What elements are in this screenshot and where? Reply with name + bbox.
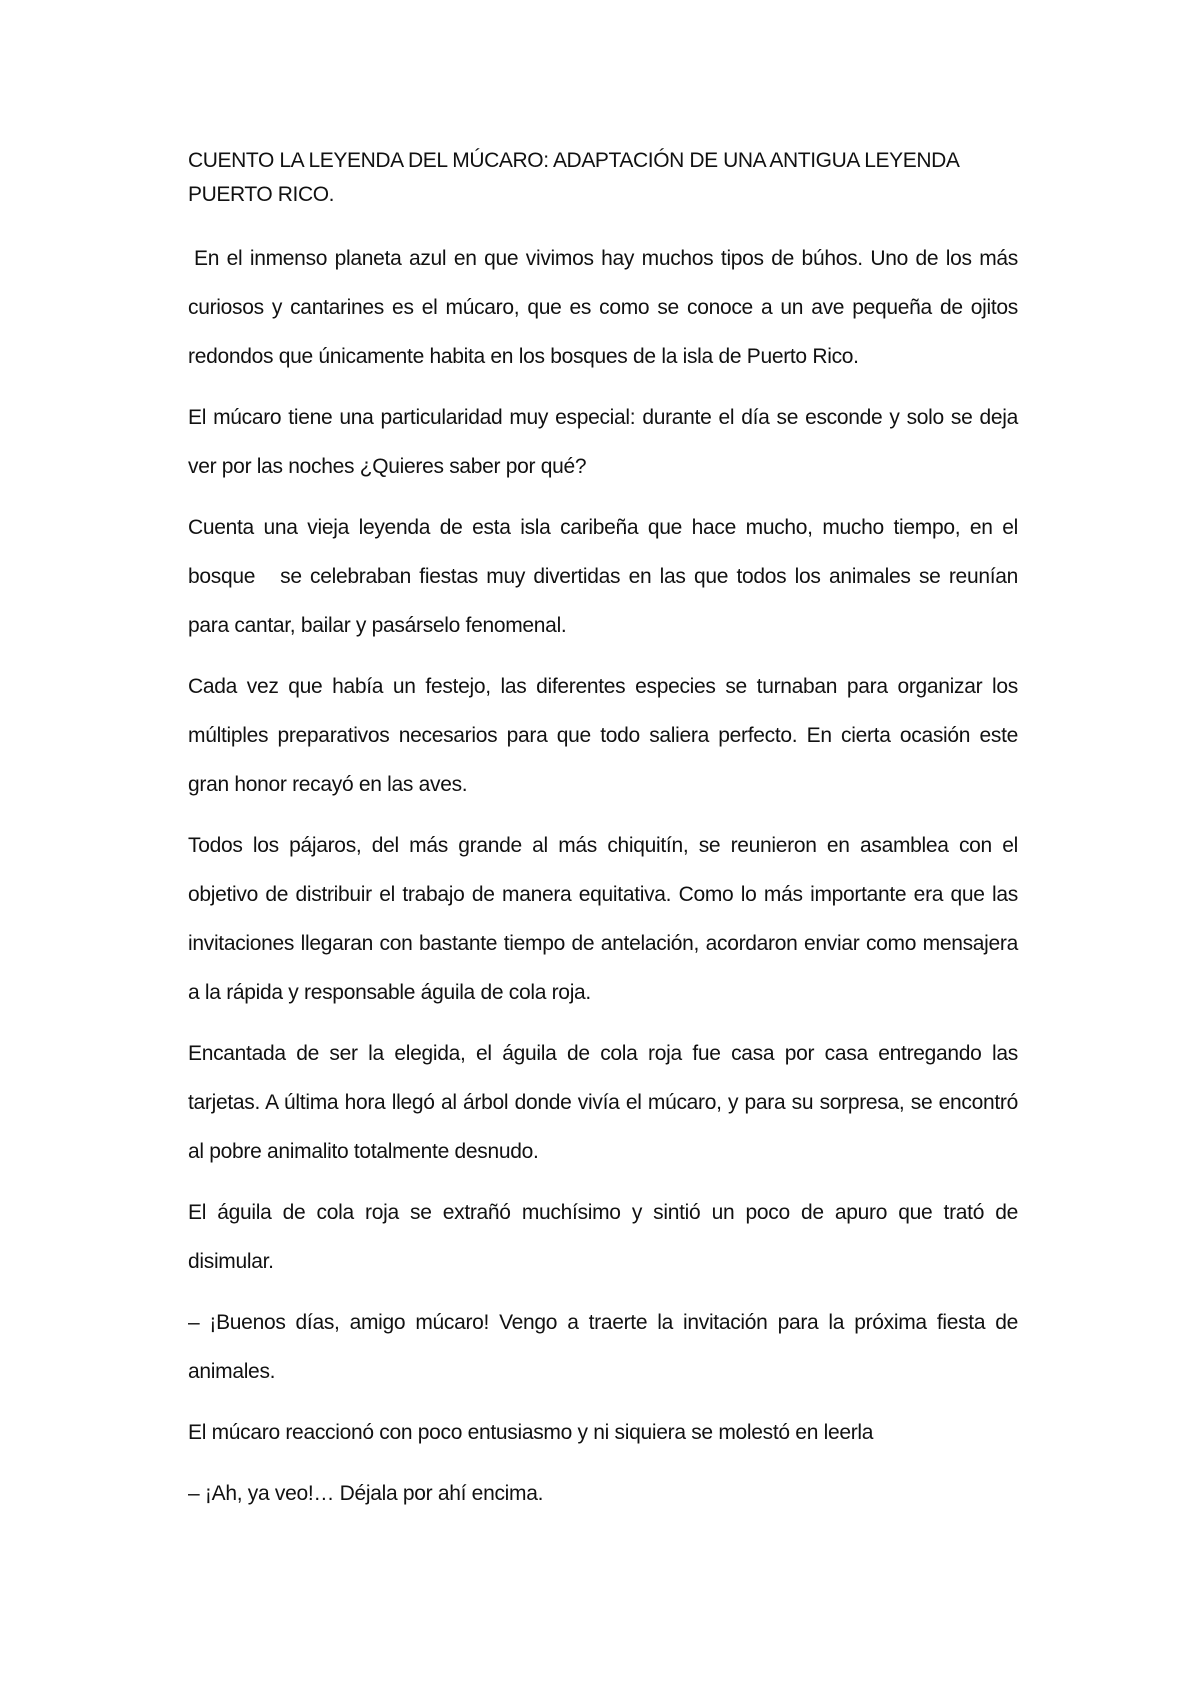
paragraph-surprise: El águila de cola roja se extrañó muchísimo y sintió un poco de apuro que trató de disimular. bbox=[188, 1201, 1018, 1273]
paragraph-intro: En el inmenso planeta azul en que vivimos hay muchos tipos de búhos. Uno de los más curiosos y cantarines es el múcaro, que es como se conoce a un ave pequeña de ojitos redondos que únicamente habita en los bosques de la isla de Puerto Rico. bbox=[188, 247, 1018, 368]
story-title: CUENTO LA LEYENDA DEL MÚCARO: ADAPTACIÓN DE UNA ANTIGUA LEYENDA PUERTO RICO. bbox=[188, 149, 959, 206]
paragraph-festivities: Cada vez que había un festejo, las diferentes especies se turnaban para organizar los múltiples preparativos necesarios para que todo saliera perfecto. En cierta ocasión este gran honor recayó en las aves. bbox=[188, 675, 1018, 796]
document-body bbox=[188, 144, 1024, 1530]
dialogue-reply: – ¡Ah, ya veo!… Déjala por ahí encima. bbox=[188, 1482, 544, 1505]
paragraph-particularity: El múcaro tiene una particularidad muy especial: durante el día se esconde y solo se deja ver por las noches ¿Quieres saber por qué? bbox=[188, 406, 1018, 478]
paragraph-reaction: El múcaro reaccionó con poco entusiasmo y ni siquiera se molestó en leerla bbox=[188, 1421, 874, 1444]
paragraph-legend: Cuenta una vieja leyenda de esta isla caribeña que hace mucho, mucho tiempo, en el bosque se celebraban fiestas muy divertidas en las que todos los animales se reunían para cantar, bailar y pasárselo fenomenal. bbox=[188, 516, 1024, 637]
paragraph-assembly: Todos los pájaros, del más grande al más chiquitín, se reunieron en asamblea con el objetivo de distribuir el trabajo de manera equitativa. Como lo más importante era que las invitaciones llegaran con bastante tiempo de antelación, acordaron enviar como mensajera a la rápida y responsable águila de cola roja. bbox=[188, 834, 1018, 1004]
dialogue-greeting: – ¡Buenos días, amigo múcaro! Vengo a traerte la invitación para la próxima fiesta de animales. bbox=[188, 1311, 1018, 1383]
paragraph-invitations: Encantada de ser la elegida, el águila de cola roja fue casa por casa entregando las tarjetas. A última hora llegó al árbol donde vivía el múcaro, y para su sorpresa, se encontró al pobre animalito totalmente desnudo. bbox=[188, 1042, 1018, 1163]
